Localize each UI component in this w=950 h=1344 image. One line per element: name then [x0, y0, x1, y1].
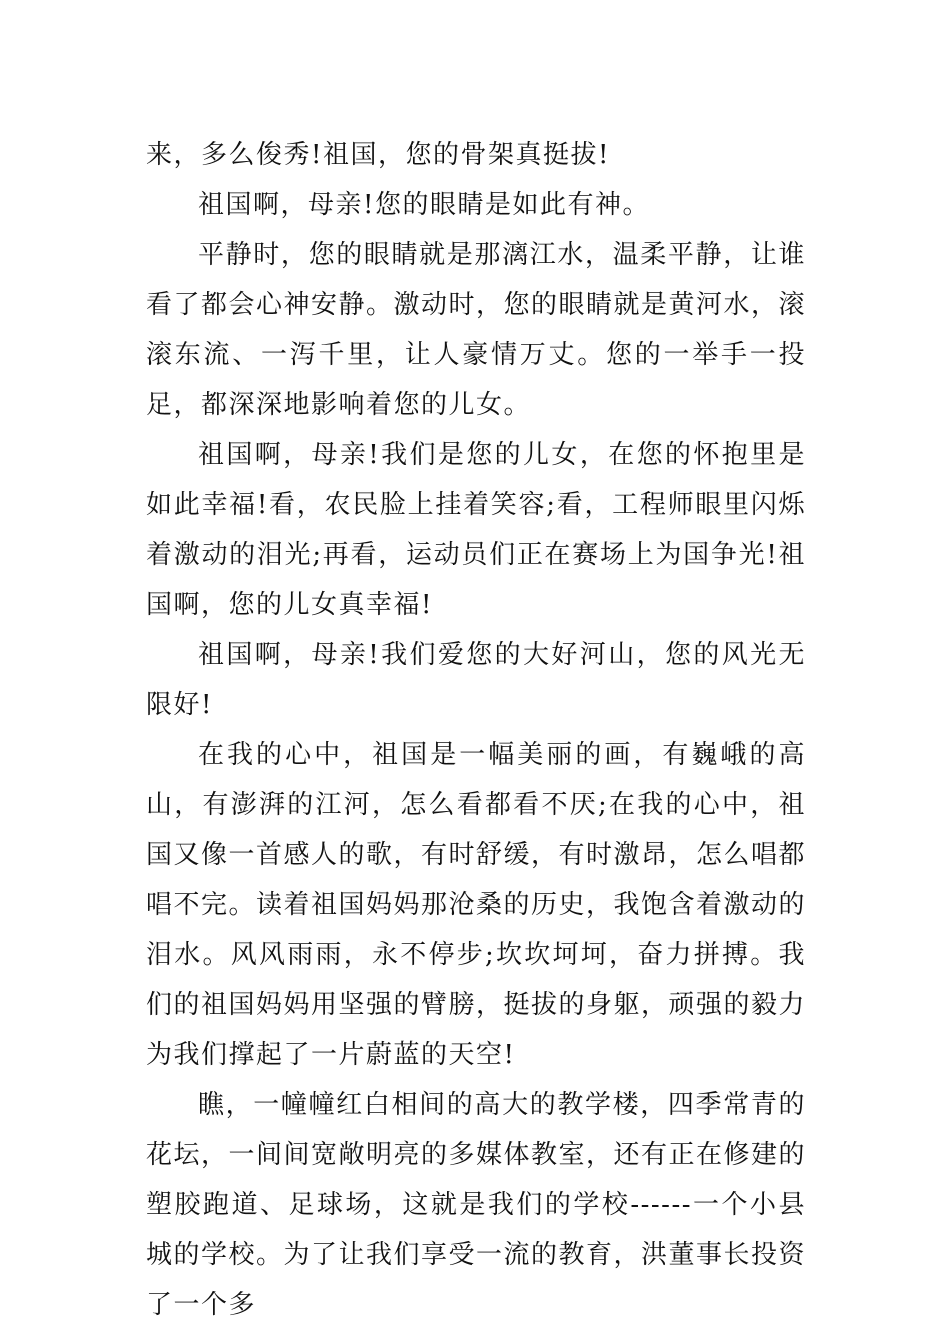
paragraph-1: 来，多么俊秀!祖国，您的骨架真挺拔!: [146, 140, 610, 170]
paragraph-6: 在我的心中，祖国是一幅美丽的画，有巍峨的高山，有澎湃的江河，怎么看都看不厌;在我的心中，祖国又像一首感人的歌，有时舒缓，有时激昂，怎么唱都唱不完。读着祖国妈妈那沧桑的历史，我饱含着激动的泪水。风风雨雨，永不停步;坎坎坷坷，奋力拼搏。我们的祖国妈妈用坚强的臂膀，挺拔的身躯，顽强的毅力为我们撑起了一片蔚蓝的天空!: [146, 740, 807, 1070]
paragraph-4: 祖国啊，母亲!我们是您的儿女，在您的怀抱里是如此幸福!看，农民脸上挂着笑容;看，工程师眼里闪烁着激动的泪光;再看，运动员们正在赛场上为国争光!祖国啊，您的儿女真幸福!: [146, 440, 806, 620]
paragraph-2: 祖国啊，母亲!您的眼睛是如此有神。: [198, 190, 650, 220]
paragraph-5: 祖国啊，母亲!我们爱您的大好河山，您的风光无限好!: [146, 640, 806, 720]
document-body: [146, 130, 806, 1330]
paragraph-7: 瞧，一幢幢红白相间的高大的教学楼，四季常青的花坛，一间间宽敞明亮的多媒体教室，还有正在修建的塑胶跑道、足球场，这就是我们的学校------一个小县城的学校。为了让我们享受一流的教育，洪董事长投资了一个多: [146, 1090, 807, 1320]
paragraph-3: 平静时，您的眼睛就是那漓江水，温柔平静，让谁看了都会心神安静。激动时，您的眼睛就是黄河水，滚滚东流、一泻千里，让人豪情万丈。您的一举手一投足，都深深地影响着您的儿女。: [146, 240, 807, 420]
